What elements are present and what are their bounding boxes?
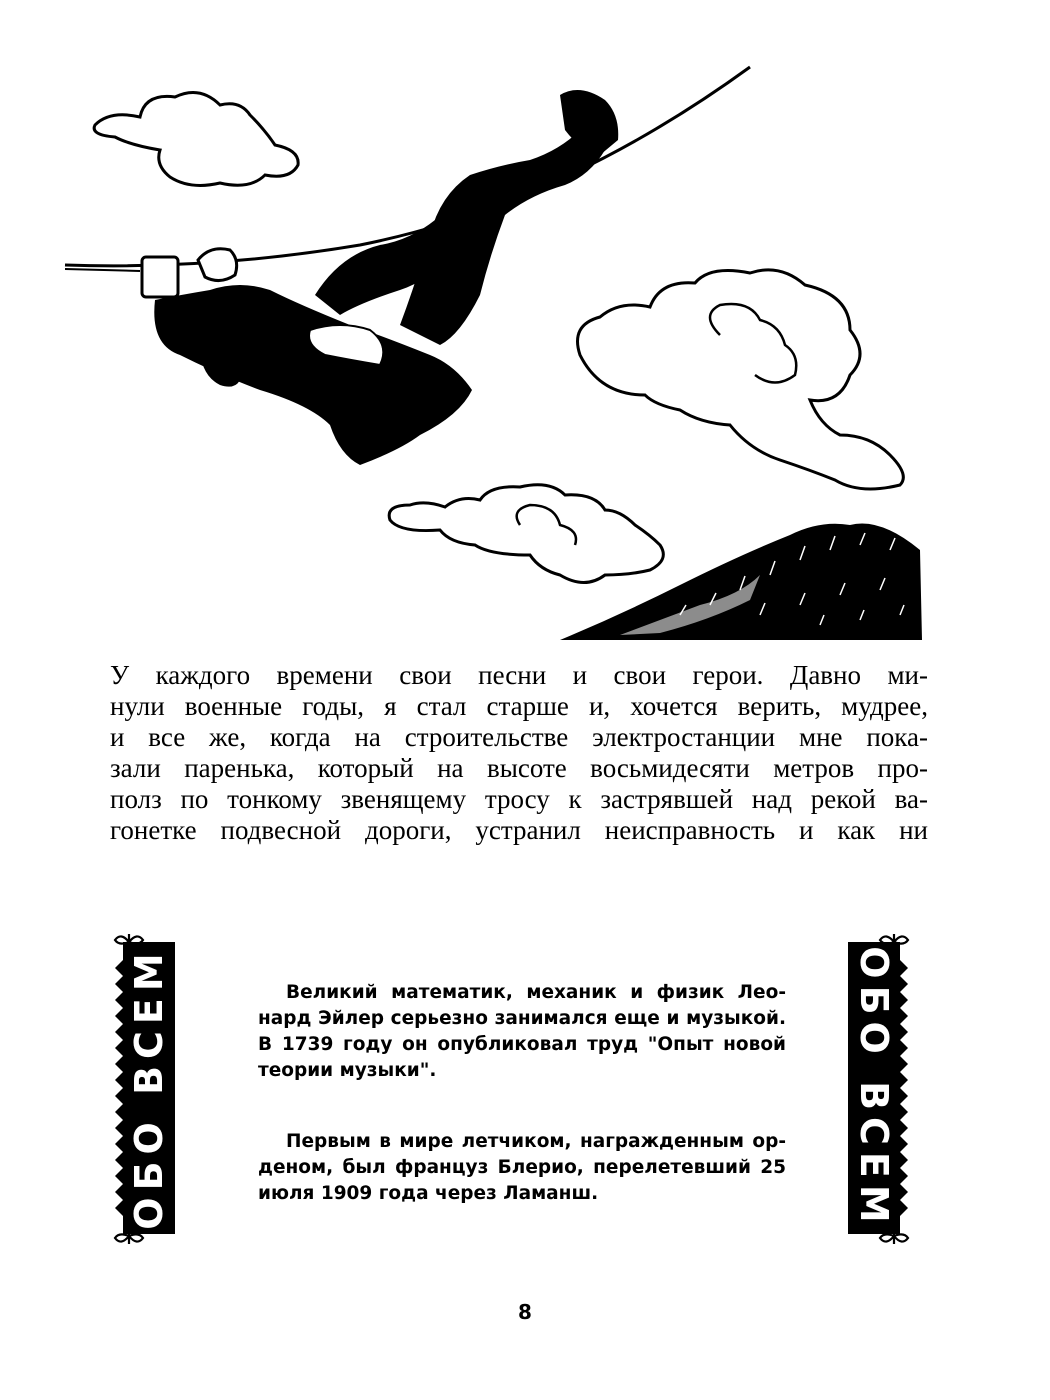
cloud-right-icon xyxy=(578,270,904,489)
mountain-icon xyxy=(560,523,922,640)
main-text-line: полз по тонкому звенящему тросу к застрявшей над рекой ва- xyxy=(110,784,928,814)
cloud-bottom-icon xyxy=(389,485,663,583)
main-text-line: нули военные годы, я стал старше и, хочется верить, мудрее, xyxy=(110,691,928,721)
main-paragraph xyxy=(110,660,928,846)
right-sidebar-banner xyxy=(848,930,908,1248)
fleur-ornament-icon xyxy=(113,1224,145,1248)
banner-label-left: ОБО ВСЕМ xyxy=(127,946,171,1230)
person-figure-icon xyxy=(142,90,618,465)
left-sidebar-banner xyxy=(113,930,173,1248)
main-text-line: гонетке подвесной дороги, устранил неисправность и как ни xyxy=(110,815,928,845)
fact-paragraph: Великий математик, механик и физик Леонард Эйлер серьезно занимался еще и музыкой. В 1739 году он опубликовал труд "Опыт новой теории музыки". xyxy=(258,982,786,1081)
fact-paragraph: Первым в мире летчиком, награжденным орденом, был француз Блерио, перелетевший 25 июля 1909 года через Ламанш. xyxy=(258,1131,786,1204)
facts-block xyxy=(258,980,786,1207)
main-text-line: и все же, когда на строительстве электростанции мне пока- xyxy=(110,722,928,752)
page-number: 8 xyxy=(518,1300,532,1324)
zigzag-edge-icon xyxy=(115,960,123,1216)
cloud-top-left-icon xyxy=(94,93,298,186)
main-text-line: У каждого времени свои песни и свои герои. Давно ми- xyxy=(110,660,928,690)
banner-box xyxy=(848,942,900,1234)
cable-crawler-illustration xyxy=(60,55,940,655)
zigzag-edge-icon xyxy=(900,960,908,1216)
banner-box xyxy=(123,942,175,1234)
fleur-ornament-icon xyxy=(878,1224,910,1248)
main-text-line: зали паренька, который на высоте восьмидесяти метров про- xyxy=(110,753,928,783)
banner-label-right: ОБО ВСЕМ xyxy=(852,946,896,1230)
